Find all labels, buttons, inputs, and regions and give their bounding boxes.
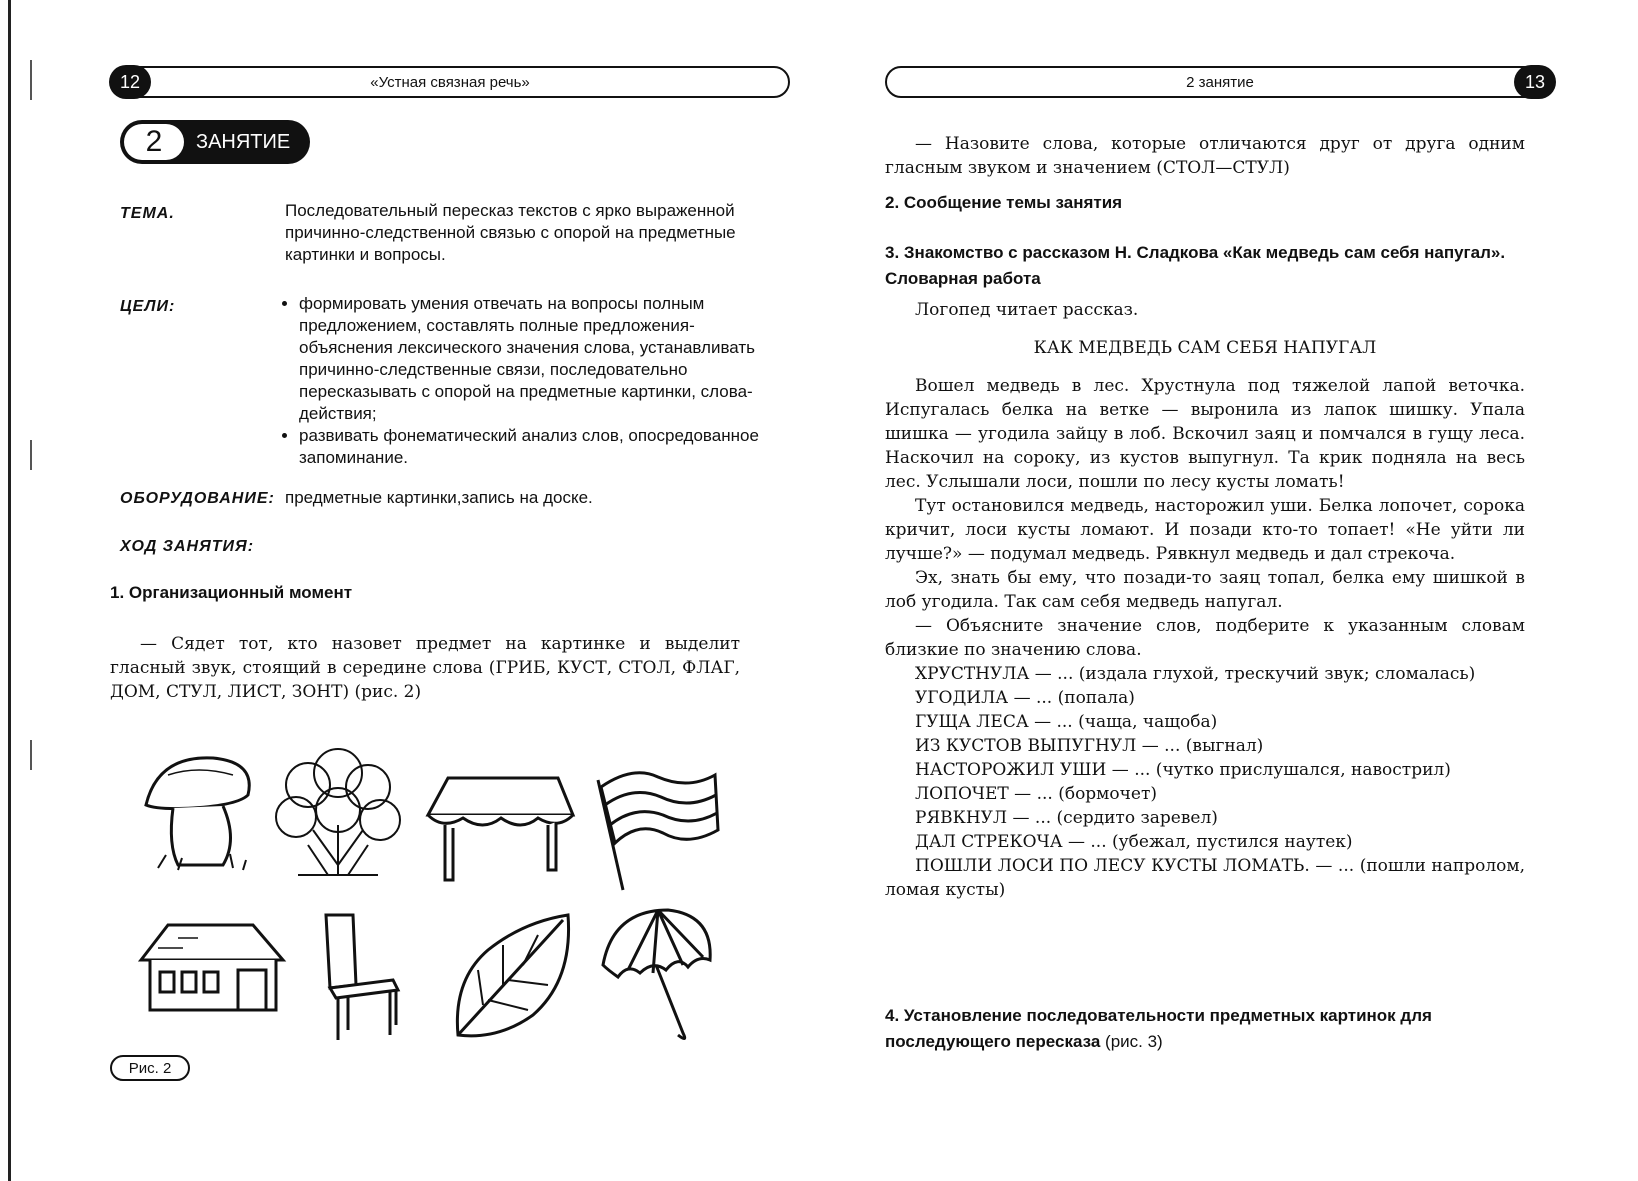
gutter-mark — [30, 740, 32, 770]
celi-item: • развивать фонематический анализ слов, опосредованное запоминание. — [299, 425, 760, 469]
lead-text: Логопед читает рассказ. — [915, 300, 1139, 320]
oborudovanie-text: предметные картинки,запись на доске. — [285, 488, 593, 507]
story-paragraph: Тут остановился медведь, насторожил уши. Белка лопочет, сорока кричит, лоси кусты ломают. И позади кто-то топает! «Не уйти ли лучше?» — подумал медведь. Рявкнул медведь и дал стрекоча. — [885, 496, 1525, 564]
glossary-item: ГУЩА ЛЕСА — ... (чаща, чащоба) — [915, 712, 1218, 732]
intro-text: — Назовите слова, которые отличаются друг от друга одним гласным звуком и значением (СТОЛ—СТУЛ) — [885, 134, 1525, 178]
glossary-item: УГОДИЛА — ... (попала) — [915, 688, 1135, 708]
umbrella-icon — [598, 905, 718, 1045]
figure-grid — [138, 745, 738, 1055]
mushroom-icon — [138, 750, 258, 875]
celi-label: ЦЕЛИ: — [120, 298, 176, 315]
figure-caption: Рис. 2 — [110, 1055, 190, 1081]
leaf-icon — [448, 910, 578, 1045]
flag-icon — [593, 755, 723, 895]
house-icon — [138, 920, 288, 1015]
running-title: 2 занятие — [1186, 73, 1254, 91]
glossary-item: ПОШЛИ ЛОСИ ПО ЛЕСУ КУСТЫ ЛОМАТЬ. — ... (пошли напролом, ломая кусты) — [885, 856, 1525, 900]
glossary-item: НАСТОРОЖИЛ УШИ — ... (чутко прислушался, навострил) — [915, 760, 1451, 780]
glossary-item: РЯВКНУЛ — ... (сердито заревел) — [915, 808, 1218, 828]
lesson-badge — [120, 120, 310, 164]
page-number: 13 — [1514, 65, 1556, 99]
hod-label: ХОД ЗАНЯТИЯ: — [120, 538, 255, 555]
story-paragraph: Вошел медведь в лес. Хрустнула под тяжелой лапой веточка. Испугалась белка на ветке — выронила из лапок шишку. Упала шишка — угодила зайцу в лоб. Вскочил заяц и помчался в гущу леса. Наскочил на сороку, из кустов выпугнул. Та крик подняла на весь лес. Услышали лоси, пошли по лесу кусты ломать! — [885, 376, 1525, 492]
tema-label: ТЕМА. — [120, 205, 175, 222]
section4-ref: (рис. 3) — [1105, 1032, 1163, 1051]
running-title: «Устная связная речь» — [370, 73, 530, 91]
glossary-item: ИЗ КУСТОВ ВЫПУГНУЛ — ... (выгнал) — [915, 736, 1264, 756]
glossary-item: ЛОПОЧЕТ — ... (бормочет) — [915, 784, 1157, 804]
section2-heading: 2. Сообщение темы занятия — [885, 193, 1123, 212]
gutter-mark — [30, 440, 32, 470]
section1-heading: 1. Организационный момент — [110, 583, 353, 602]
section3-heading: 3. Знакомство с рассказом Н. Сладкова «Как медведь сам себя напугал». Словарная работа — [885, 243, 1506, 288]
celi-list — [285, 293, 760, 469]
section4-heading — [885, 1003, 1525, 1055]
oborudovanie-label: ОБОРУДОВАНИЕ: — [120, 490, 275, 507]
page-number: 12 — [109, 65, 151, 99]
book-spine — [8, 0, 11, 1181]
glossary-item: ХРУСТНУЛА — ... (издала глухой, трескучий звук; сломалась) — [915, 664, 1476, 684]
story-paragraph: Эх, знать бы ему, что позади-то заяц топал, белка ему шишкой в лоб угодила. Так сам себя медведь напугал. — [885, 568, 1525, 612]
lesson-word: ЗАНЯТИЕ — [196, 130, 291, 153]
section4-title: 4. Установление последовательности предметных картинок для последующего пересказа — [885, 1006, 1432, 1051]
right-page — [885, 0, 1555, 1181]
running-header — [110, 66, 790, 98]
tema-text: Последовательный пересказ текстов с ярко выраженной причинно-следственной связью с опорой на предметные картинки и вопросы. — [285, 201, 736, 264]
section1-text: — Сядет тот, кто назовет предмет на картинке и выделит гласный звук, стоящий в середине слова (ГРИБ, КУСТ, СТОЛ, ФЛАГ, ДОМ, СТУЛ, ЛИСТ, ЗОНТ) (рис. 2) — [110, 634, 740, 702]
task-text: — Объясните значение слов, подберите к указанным словам близкие по значению слова. — [885, 616, 1525, 660]
bush-icon — [268, 745, 408, 880]
celi-item: • формировать умения отвечать на вопросы полным предложением, составлять полные предложения-объяснения лексического значения слова, устанавливать причинно-следственные связи, последовательно пересказывать с опорой на предметные картинки, слова-действия; — [299, 293, 760, 425]
story-block — [885, 298, 1525, 902]
left-page — [110, 0, 790, 1181]
table-icon — [423, 770, 578, 885]
lesson-number: 2 — [124, 124, 184, 160]
running-header — [885, 66, 1555, 98]
gutter-mark — [30, 60, 32, 100]
story-title: КАК МЕДВЕДЬ САМ СЕБЯ НАПУГАЛ — [1033, 338, 1377, 358]
chair-icon — [318, 910, 408, 1045]
glossary-item: ДАЛ СТРЕКОЧА — ... (убежал, пустился наутек) — [915, 832, 1353, 852]
